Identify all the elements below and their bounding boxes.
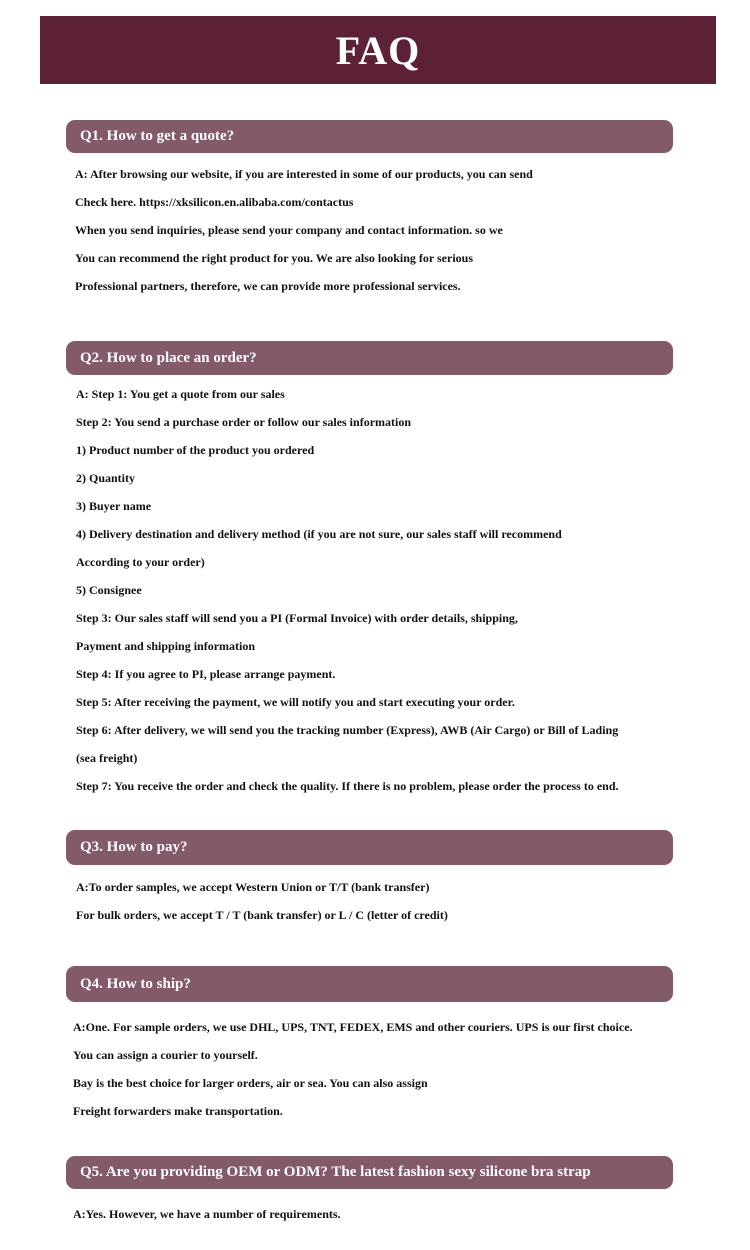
question-bar-q3 bbox=[66, 830, 673, 865]
answer-line: (sea freight) bbox=[76, 751, 138, 765]
question-text: Q5. Are you providing OEM or ODM? The latest fashion sexy silicone bra strap bbox=[80, 1164, 591, 1180]
answer-line: A:One. For sample orders, we use DHL, UPS, TNT, FEDEX, EMS and other couriers. UPS is our first choice. bbox=[73, 1020, 633, 1034]
answer-line: Step 5: After receiving the payment, we will notify you and start executing your order. bbox=[76, 695, 515, 709]
answer-line: 5) Consignee bbox=[76, 583, 142, 597]
answer-line: You can recommend the right product for you. We are also looking for serious bbox=[75, 251, 474, 265]
answer-line: 1) Product number of the product you ordered bbox=[76, 443, 315, 457]
faq-header-banner bbox=[40, 16, 716, 84]
page-title: FAQ bbox=[335, 27, 421, 73]
answer-line: Freight forwarders make transportation. bbox=[73, 1104, 283, 1118]
answer-line: Bay is the best choice for larger orders, air or sea. You can also assign bbox=[73, 1076, 428, 1090]
answer-line: 3) Buyer name bbox=[76, 499, 152, 513]
answer-line: For bulk orders, we accept T / T (bank transfer) or L / C (letter of credit) bbox=[76, 908, 448, 922]
question-bar-q2 bbox=[66, 341, 673, 375]
answer-line: You can assign a courier to yourself. bbox=[73, 1048, 258, 1062]
question-text: Q1. How to get a quote? bbox=[80, 128, 235, 144]
question-bar-q1 bbox=[66, 120, 673, 153]
answer-line: Professional partners, therefore, we can provide more professional services. bbox=[75, 279, 461, 293]
answer-q2 bbox=[76, 380, 619, 800]
answer-line: A:To order samples, we accept Western Union or T/T (bank transfer) bbox=[76, 880, 430, 894]
answer-q3 bbox=[76, 873, 448, 929]
answer-q1 bbox=[75, 160, 533, 300]
question-text: Q2. How to place an order? bbox=[80, 349, 257, 366]
answer-line: Payment and shipping information bbox=[76, 639, 256, 653]
answer-line: When you send inquiries, please send your company and contact information. so we bbox=[75, 223, 503, 237]
answer-line: A: Step 1: You get a quote from our sales bbox=[76, 387, 285, 401]
answer-line: Step 6: After delivery, we will send you the tracking number (Express), AWB (Air Cargo) or Bill of Lading bbox=[76, 723, 619, 737]
answer-line: Step 4: If you agree to PI, please arrange payment. bbox=[76, 667, 336, 681]
answer-line: Step 7: You receive the order and check the quality. If there is no problem, please order the process to end. bbox=[76, 779, 619, 793]
answer-line: A: After browsing our website, if you are interested in some of our products, you can send bbox=[75, 167, 533, 181]
question-text: Q3. How to pay? bbox=[80, 839, 188, 855]
answer-line: Step 2: You send a purchase order or follow our sales information bbox=[76, 415, 412, 429]
question-bar-q4 bbox=[66, 966, 673, 1002]
question-text: Q4. How to ship? bbox=[80, 975, 191, 992]
question-bar-q5 bbox=[66, 1156, 673, 1189]
answer-q5 bbox=[73, 1200, 341, 1228]
answer-line: 2) Quantity bbox=[76, 471, 136, 485]
answer-q4 bbox=[73, 1013, 633, 1125]
answer-line: According to your order) bbox=[76, 555, 205, 569]
answer-line: 4) Delivery destination and delivery method (if you are not sure, our sales staff will recommend bbox=[76, 527, 562, 541]
answer-line: Step 3: Our sales staff will send you a PI (Formal Invoice) with order details, shipping, bbox=[76, 611, 518, 625]
answer-line: Check here. https://xksilicon.en.alibaba.com/contactus bbox=[75, 195, 354, 209]
answer-line: A:Yes. However, we have a number of requirements. bbox=[73, 1207, 341, 1221]
